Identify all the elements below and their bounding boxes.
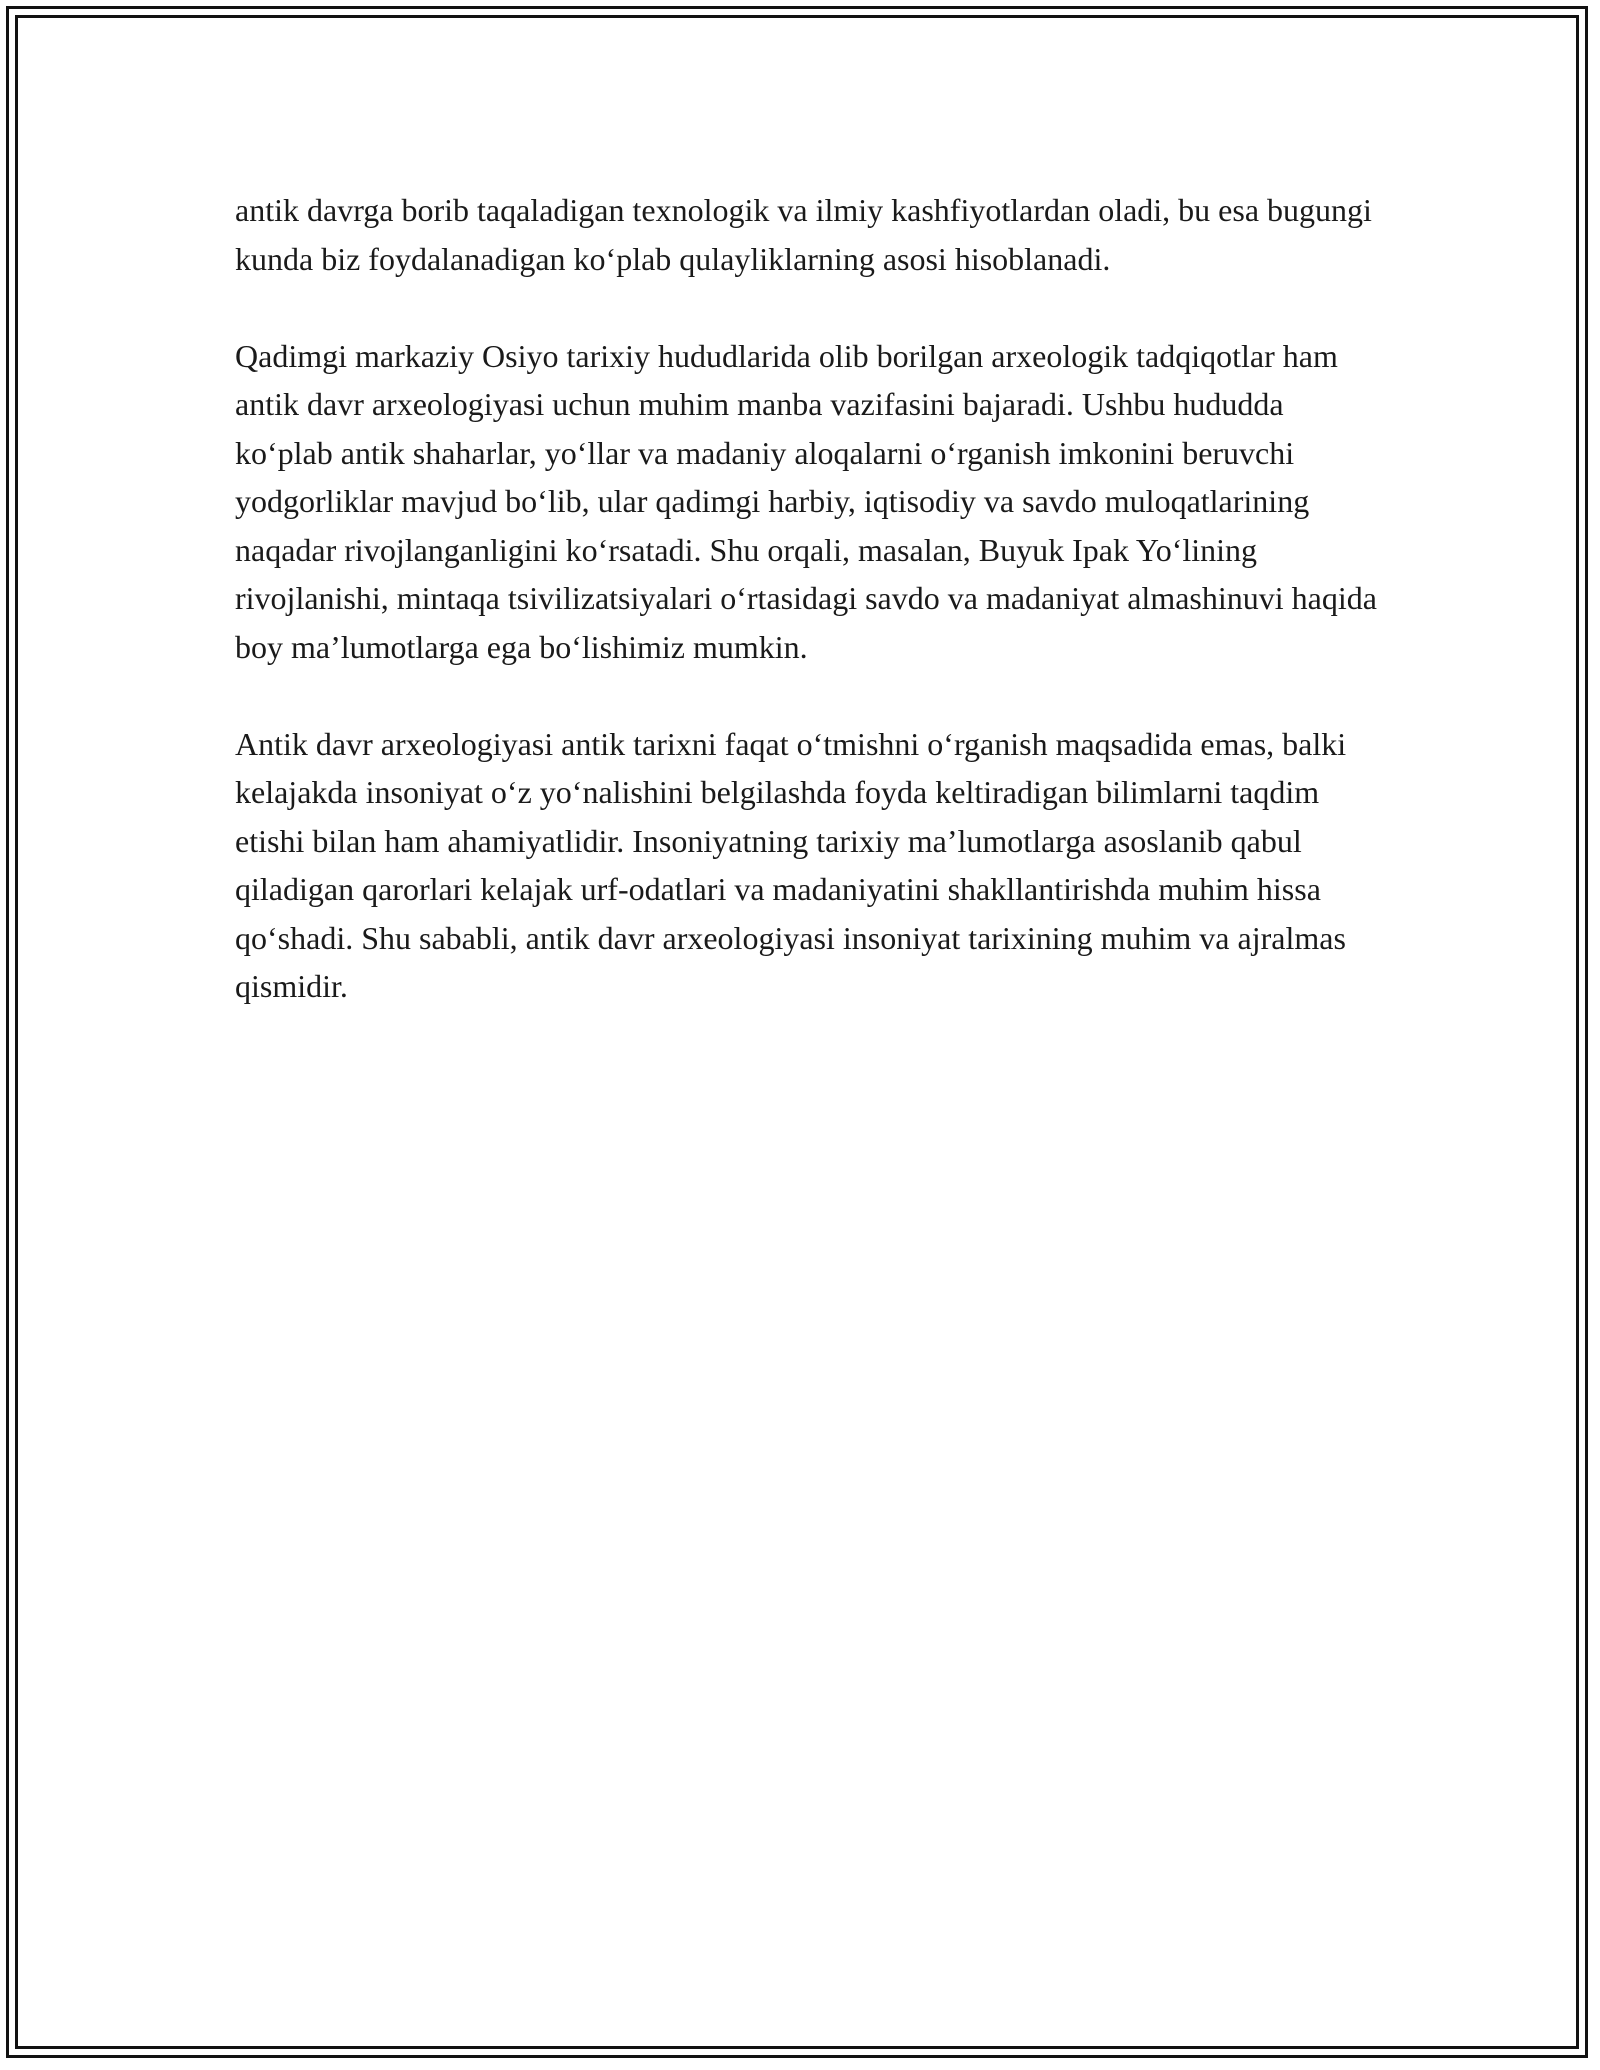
document-body [235,186,1385,1059]
paragraph-3: Antik davr arxeologiyasi antik tarixni faqat o‘tmishni o‘rganish maqsadida emas, balki kelajakda insoniyat o‘z yo‘nalishini belgilashda foyda keltiradigan bilimlarni taqdim etishi bilan ham ahamiyatlidir. Insoniyatning tarixiy ma’lumotlarga asoslanib qabul qiladigan qarorlari kelajak urf-odatlari va madaniyatini shakllantirishda muhim hissa qo‘shadi. Shu sababli, antik davr arxeologiyasi insoniyat tarixining muhim va ajralmas qismidir. [235,725,1347,1004]
paragraph-1: antik davrga borib taqaladigan texnologik va ilmiy kashfiyotlardan oladi, bu esa bugungi kunda biz foydalanadigan ko‘plab qulayliklarning asosi hisoblanadi. [235,192,1372,277]
paragraph-2: Qadimgi markaziy Osiyo tarixiy hududlarida olib borilgan arxeologik tadqiqotlar ham antik davr arxeologiyasi uchun muhim manba vazifasini bajaradi. Ushbu hududda ko‘plab antik shaharlar, yo‘llar va madaniy aloqalarni o‘rganish imkonini beruvchi yodgorliklar mavjud bo‘lib, ular qadimgi harbiy, iqtisodiy va savdo muloqatlarining naqadar rivojlanganligini ko‘rsatadi. Shu orqali, masalan, Buyuk Ipak Yo‘lining rivojlanishi, mintaqa tsivilizatsiyalari o‘rtasidagi savdo va madaniyat almashinuvi haqida boy ma’lumotlarga ega bo‘lishimiz mumkin. [235,337,1377,665]
